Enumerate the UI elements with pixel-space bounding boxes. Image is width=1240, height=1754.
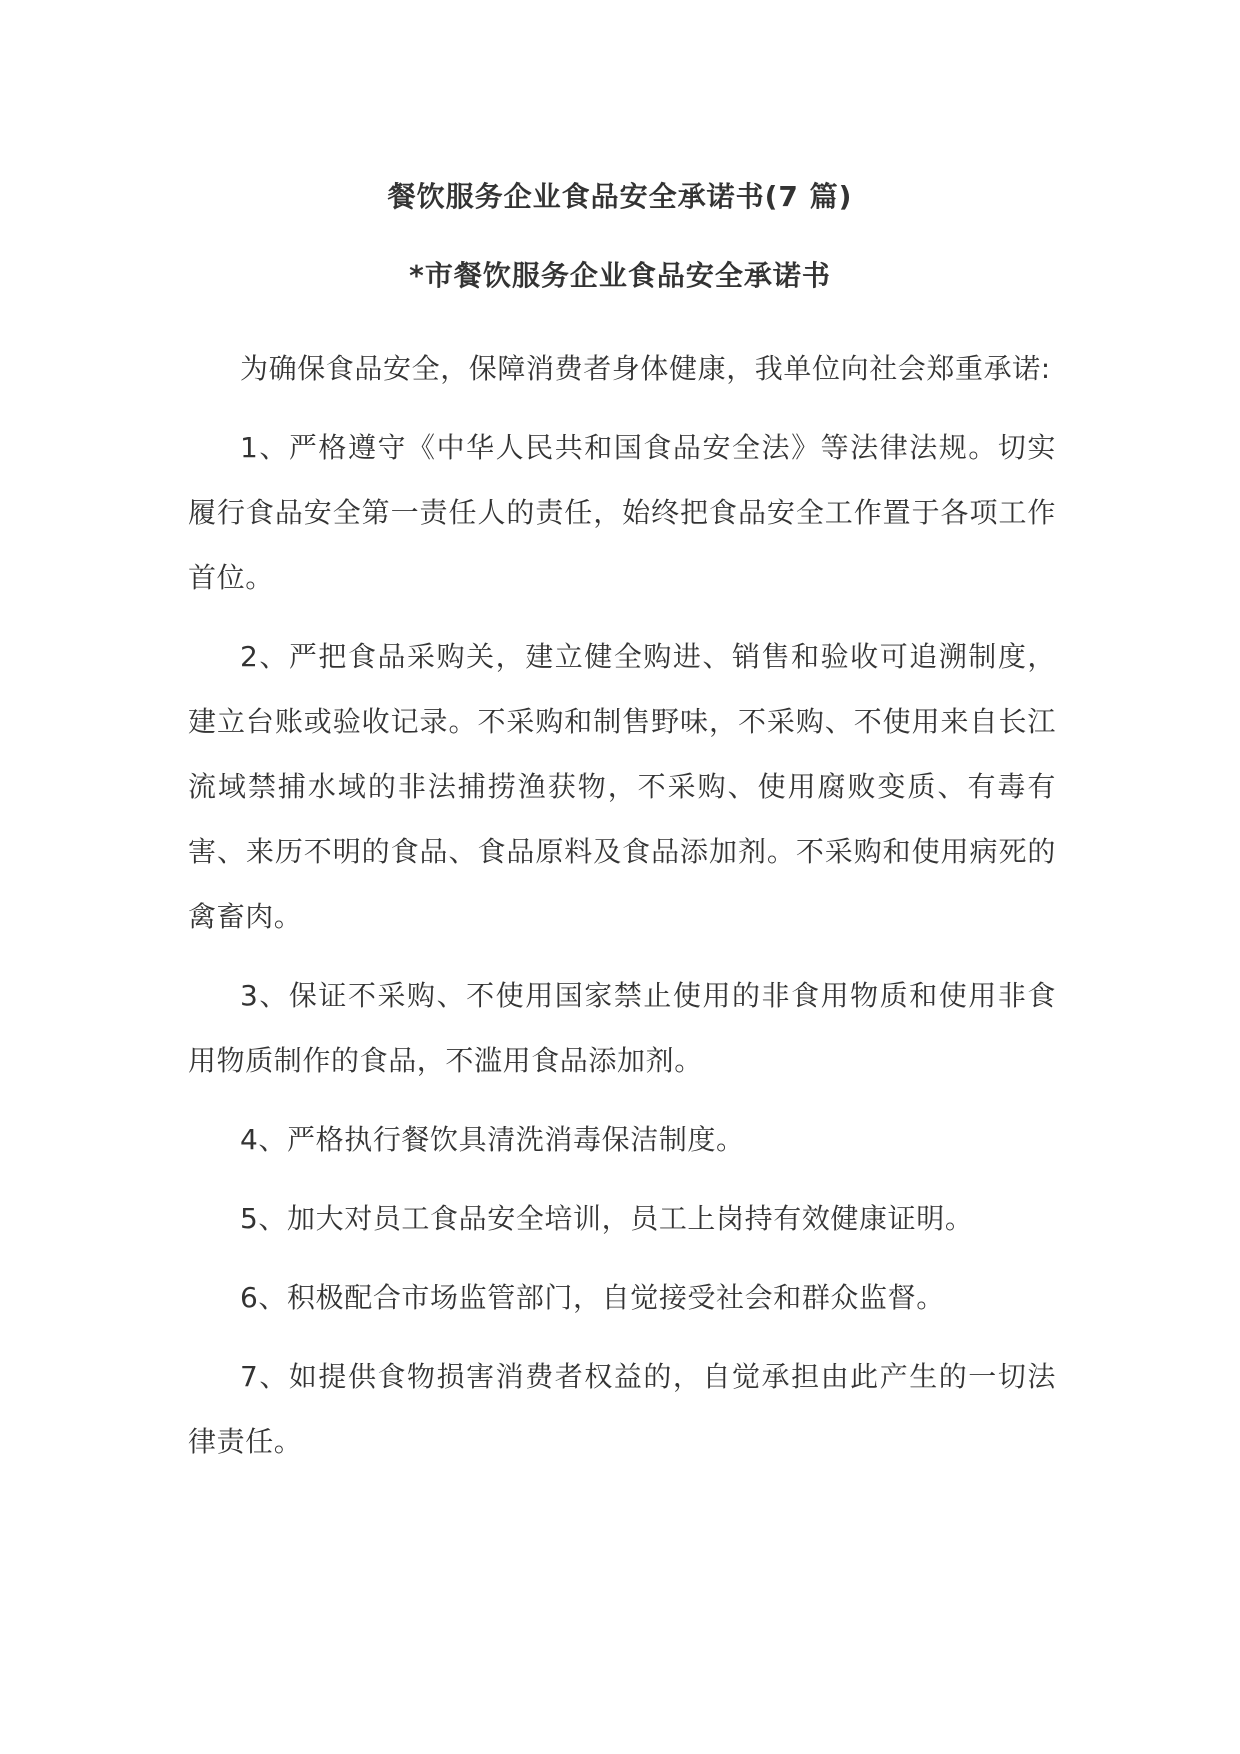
commitment-paragraph-5: 5、加大对员工食品安全培训，员工上岗持有效健康证明。 <box>240 1202 974 1235</box>
commitment-paragraph-1: 1、严格遵守《中华人民共和国食品安全法》等法律法规。切实履行食品安全第一责任人的责任，始终把食品安全工作置于各项工作首位。 <box>188 431 1056 594</box>
commitment-paragraph-6: 6、积极配合市场监管部门，自觉接受社会和群众监督。 <box>240 1281 945 1314</box>
commitment-paragraph-7: 7、如提供食物损害消费者权益的，自觉承担由此产生的一切法律责任。 <box>188 1360 1056 1458</box>
document-title: 餐饮服务企业食品安全承诺书(7 篇) <box>387 180 853 213</box>
document-body <box>188 336 1056 1488</box>
document-subtitle: *市餐饮服务企业食品安全承诺书 <box>409 259 831 292</box>
intro-paragraph: 为确保食品安全，保障消费者身体健康，我单位向社会郑重承诺: <box>240 352 1051 385</box>
commitment-paragraph-3: 3、保证不采购、不使用国家禁止使用的非食用物质和使用非食用物质制作的食品，不滥用食品添加剂。 <box>188 979 1056 1077</box>
commitment-paragraph-2: 2、严把食品采购关，建立健全购进、销售和验收可追溯制度，建立台账或验收记录。不采购和制售野味，不采购、不使用来自长江流域禁捕水域的非法捕捞渔获物，不采购、使用腐败变质、有毒有害、来历不明的食品、食品原料及食品添加剂。不采购和使用病死的禽畜肉。 <box>188 640 1056 933</box>
commitment-paragraph-4: 4、严格执行餐饮具清洗消毒保洁制度。 <box>240 1123 745 1156</box>
